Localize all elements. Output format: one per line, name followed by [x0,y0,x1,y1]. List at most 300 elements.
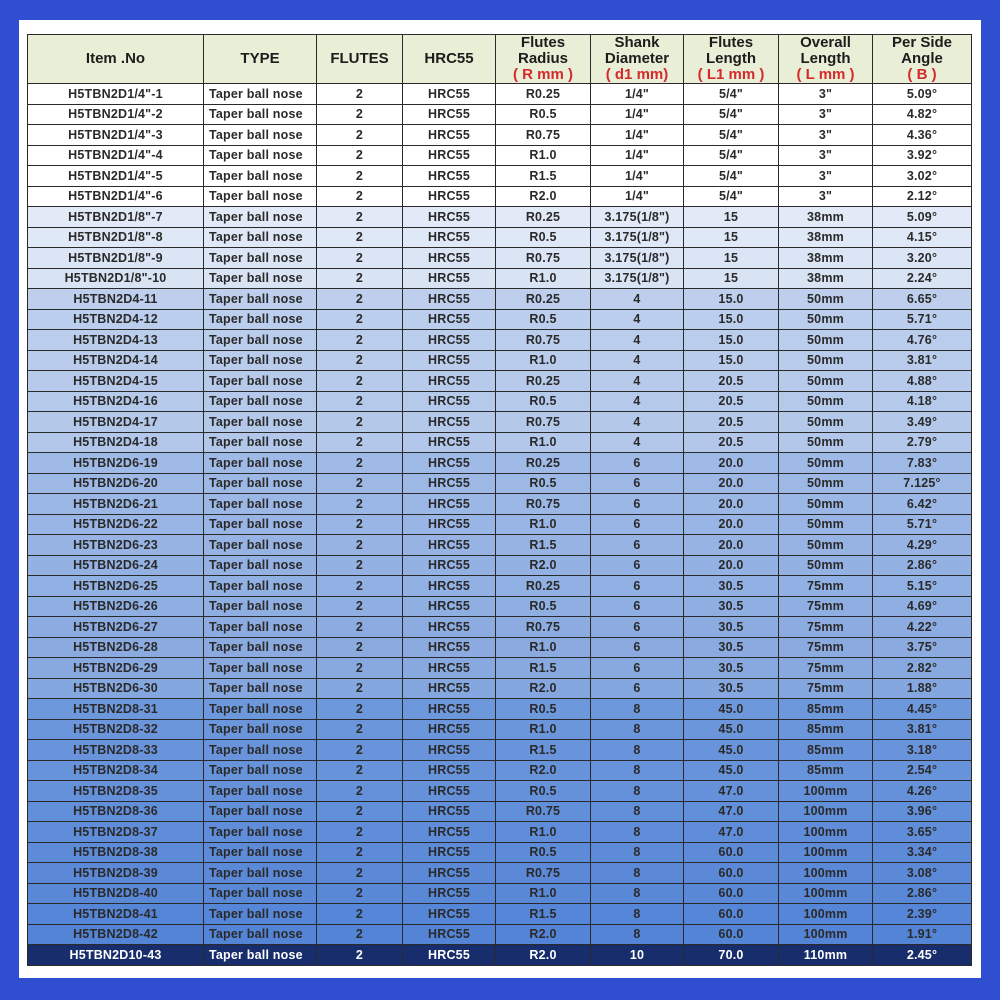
shank-cell: 4 [591,289,684,310]
flutes-cell: 2 [317,207,403,228]
table-row [28,125,972,146]
overall-length-cell: 50mm [779,555,873,576]
shank-cell: 6 [591,555,684,576]
radius-cell: R0.75 [496,617,591,638]
flutes-cell: 2 [317,391,403,412]
shank-cell: 6 [591,678,684,699]
flute-length-cell: 20.5 [684,391,779,412]
flutes-cell: 2 [317,84,403,105]
flute-length-cell: 15 [684,248,779,269]
header-text: Flutes [708,34,754,51]
angle-cell: 3.92° [873,145,972,166]
header-overall-length [779,35,873,84]
flutes-cell: 2 [317,125,403,146]
item-no-cell: H5TBN2D4-11 [28,289,204,310]
radius-cell: R0.5 [496,842,591,863]
shank-cell: 8 [591,842,684,863]
table-row [28,760,972,781]
flutes-cell: 2 [317,289,403,310]
overall-length-cell: 50mm [779,350,873,371]
hrc-cell: HRC55 [403,432,496,453]
flutes-cell: 2 [317,822,403,843]
shank-cell: 6 [591,494,684,515]
hrc-cell: HRC55 [403,719,496,740]
radius-cell: R0.25 [496,453,591,474]
table-row [28,412,972,433]
type-cell: Taper ball nose [204,350,317,371]
flutes-cell: 2 [317,945,403,966]
flute-length-cell: 15.0 [684,350,779,371]
flutes-cell: 2 [317,617,403,638]
overall-length-cell: 3" [779,186,873,207]
angle-cell: 6.42° [873,494,972,515]
flutes-cell: 2 [317,268,403,289]
radius-cell: R1.5 [496,658,591,679]
hrc-cell: HRC55 [403,104,496,125]
flute-length-cell: 45.0 [684,699,779,720]
table-row [28,801,972,822]
angle-cell: 7.83° [873,453,972,474]
type-cell: Taper ball nose [204,658,317,679]
flute-length-cell: 15.0 [684,289,779,310]
angle-cell: 4.26° [873,781,972,802]
item-no-cell: H5TBN2D8-32 [28,719,204,740]
item-no-cell: H5TBN2D4-17 [28,412,204,433]
angle-cell: 2.54° [873,760,972,781]
overall-length-cell: 3" [779,145,873,166]
overall-length-cell: 50mm [779,432,873,453]
hrc-cell: HRC55 [403,555,496,576]
radius-cell: R0.75 [496,494,591,515]
angle-cell: 5.09° [873,84,972,105]
radius-cell: R1.0 [496,719,591,740]
angle-cell: 4.69° [873,596,972,617]
hrc-cell: HRC55 [403,453,496,474]
item-no-cell: H5TBN2D6-21 [28,494,204,515]
item-no-cell: H5TBN2D8-33 [28,740,204,761]
radius-cell: R2.0 [496,555,591,576]
shank-cell: 8 [591,904,684,925]
flutes-cell: 2 [317,678,403,699]
hrc-cell: HRC55 [403,350,496,371]
table-row [28,104,972,125]
table-row [28,678,972,699]
header-unit: ( B ) [907,66,937,83]
flute-length-cell: 20.5 [684,371,779,392]
type-cell: Taper ball nose [204,617,317,638]
angle-cell: 3.81° [873,350,972,371]
angle-cell: 2.39° [873,904,972,925]
radius-cell: R2.0 [496,924,591,945]
table-row [28,350,972,371]
header-hrc: HRC55 [403,35,496,84]
hrc-cell: HRC55 [403,289,496,310]
angle-cell: 4.76° [873,330,972,351]
type-cell: Taper ball nose [204,207,317,228]
radius-cell: R0.75 [496,248,591,269]
overall-length-cell: 75mm [779,596,873,617]
overall-length-cell: 38mm [779,207,873,228]
radius-cell: R0.75 [496,330,591,351]
shank-cell: 6 [591,473,684,494]
header-text: Flutes [520,34,566,51]
flute-length-cell: 5/4" [684,125,779,146]
flutes-cell: 2 [317,740,403,761]
hrc-cell: HRC55 [403,904,496,925]
item-no-cell: H5TBN2D1/4"-6 [28,186,204,207]
shank-cell: 8 [591,740,684,761]
radius-cell: R2.0 [496,945,591,966]
hrc-cell: HRC55 [403,740,496,761]
overall-length-cell: 3" [779,104,873,125]
radius-cell: R0.5 [496,227,591,248]
header-text: Angle [901,50,943,67]
header-text: Per Side [891,34,953,51]
overall-length-cell: 50mm [779,330,873,351]
flutes-cell: 2 [317,863,403,884]
flute-length-cell: 5/4" [684,84,779,105]
table-row [28,740,972,761]
type-cell: Taper ball nose [204,924,317,945]
radius-cell: R0.5 [496,781,591,802]
shank-cell: 6 [591,617,684,638]
overall-length-cell: 38mm [779,268,873,289]
hrc-cell: HRC55 [403,842,496,863]
table-row [28,473,972,494]
item-no-cell: H5TBN2D1/8"-8 [28,227,204,248]
overall-length-cell: 50mm [779,412,873,433]
header-text: Shank [614,34,660,51]
flute-length-cell: 60.0 [684,863,779,884]
type-cell: Taper ball nose [204,904,317,925]
flutes-cell: 2 [317,330,403,351]
item-no-cell: H5TBN2D10-43 [28,945,204,966]
radius-cell: R0.5 [496,104,591,125]
table-row [28,535,972,556]
angle-cell: 4.18° [873,391,972,412]
radius-cell: R0.25 [496,289,591,310]
angle-cell: 3.08° [873,863,972,884]
table-row [28,166,972,187]
type-cell: Taper ball nose [204,740,317,761]
flute-length-cell: 5/4" [684,104,779,125]
table-row [28,617,972,638]
flutes-cell: 2 [317,555,403,576]
type-cell: Taper ball nose [204,391,317,412]
type-cell: Taper ball nose [204,596,317,617]
angle-cell: 2.86° [873,883,972,904]
header-unit: ( L mm ) [796,66,855,83]
flute-length-cell: 20.0 [684,473,779,494]
angle-cell: 2.86° [873,555,972,576]
shank-cell: 8 [591,801,684,822]
shank-cell: 6 [591,453,684,474]
flutes-cell: 2 [317,248,403,269]
radius-cell: R1.0 [496,268,591,289]
flute-length-cell: 30.5 [684,596,779,617]
flute-length-cell: 15 [684,207,779,228]
radius-cell: R1.0 [496,514,591,535]
type-cell: Taper ball nose [204,84,317,105]
flutes-cell: 2 [317,104,403,125]
shank-cell: 3.175(1/8") [591,227,684,248]
hrc-cell: HRC55 [403,514,496,535]
flutes-cell: 2 [317,186,403,207]
overall-length-cell: 100mm [779,924,873,945]
angle-cell: 4.22° [873,617,972,638]
angle-cell: 3.34° [873,842,972,863]
type-cell: Taper ball nose [204,576,317,597]
type-cell: Taper ball nose [204,781,317,802]
header-text: Overall [800,34,851,51]
radius-cell: R1.5 [496,166,591,187]
flutes-cell: 2 [317,924,403,945]
hrc-cell: HRC55 [403,637,496,658]
flute-length-cell: 70.0 [684,945,779,966]
flute-length-cell: 47.0 [684,822,779,843]
item-no-cell: H5TBN2D8-31 [28,699,204,720]
table-row [28,227,972,248]
shank-cell: 8 [591,719,684,740]
overall-length-cell: 85mm [779,760,873,781]
overall-length-cell: 75mm [779,678,873,699]
item-no-cell: H5TBN2D4-14 [28,350,204,371]
table-row [28,145,972,166]
header-unit: ( R mm ) [513,66,573,83]
hrc-cell: HRC55 [403,412,496,433]
angle-cell: 4.88° [873,371,972,392]
hrc-cell: HRC55 [403,617,496,638]
hrc-cell: HRC55 [403,84,496,105]
shank-cell: 8 [591,924,684,945]
hrc-cell: HRC55 [403,658,496,679]
table-row [28,924,972,945]
flute-length-cell: 20.0 [684,453,779,474]
shank-cell: 6 [591,596,684,617]
spec-table [27,34,972,966]
hrc-cell: HRC55 [403,391,496,412]
hrc-cell: HRC55 [403,678,496,699]
overall-length-cell: 100mm [779,842,873,863]
type-cell: Taper ball nose [204,883,317,904]
radius-cell: R0.75 [496,863,591,884]
angle-cell: 5.15° [873,576,972,597]
spec-sheet [19,20,981,978]
flutes-cell: 2 [317,658,403,679]
table-row [28,432,972,453]
table-row [28,186,972,207]
flutes-cell: 2 [317,412,403,433]
shank-cell: 4 [591,432,684,453]
type-cell: Taper ball nose [204,268,317,289]
hrc-cell: HRC55 [403,822,496,843]
table-row [28,555,972,576]
header-flutes-radius [496,35,591,84]
table-row [28,207,972,228]
overall-length-cell: 50mm [779,309,873,330]
flute-length-cell: 30.5 [684,637,779,658]
table-row [28,699,972,720]
flutes-cell: 2 [317,227,403,248]
item-no-cell: H5TBN2D4-12 [28,309,204,330]
table-row [28,576,972,597]
header-row [28,35,972,84]
angle-cell: 5.71° [873,309,972,330]
type-cell: Taper ball nose [204,227,317,248]
hrc-cell: HRC55 [403,473,496,494]
table-row [28,268,972,289]
angle-cell: 3.96° [873,801,972,822]
angle-cell: 4.36° [873,125,972,146]
item-no-cell: H5TBN2D6-27 [28,617,204,638]
flute-length-cell: 5/4" [684,145,779,166]
item-no-cell: H5TBN2D1/4"-3 [28,125,204,146]
hrc-cell: HRC55 [403,596,496,617]
shank-cell: 1/4" [591,125,684,146]
item-no-cell: H5TBN2D8-37 [28,822,204,843]
overall-length-cell: 50mm [779,473,873,494]
overall-length-cell: 100mm [779,904,873,925]
flute-length-cell: 60.0 [684,924,779,945]
type-cell: Taper ball nose [204,371,317,392]
shank-cell: 8 [591,781,684,802]
angle-cell: 7.125° [873,473,972,494]
type-cell: Taper ball nose [204,104,317,125]
type-cell: Taper ball nose [204,166,317,187]
table-row [28,84,972,105]
overall-length-cell: 50mm [779,391,873,412]
shank-cell: 4 [591,309,684,330]
overall-length-cell: 85mm [779,740,873,761]
item-no-cell: H5TBN2D8-36 [28,801,204,822]
angle-cell: 2.24° [873,268,972,289]
hrc-cell: HRC55 [403,535,496,556]
table-row [28,945,972,966]
item-no-cell: H5TBN2D4-16 [28,391,204,412]
shank-cell: 1/4" [591,104,684,125]
flutes-cell: 2 [317,145,403,166]
item-no-cell: H5TBN2D6-26 [28,596,204,617]
hrc-cell: HRC55 [403,781,496,802]
item-no-cell: H5TBN2D1/8"-10 [28,268,204,289]
radius-cell: R1.5 [496,740,591,761]
hrc-cell: HRC55 [403,145,496,166]
overall-length-cell: 3" [779,166,873,187]
type-cell: Taper ball nose [204,473,317,494]
flutes-cell: 2 [317,904,403,925]
flute-length-cell: 47.0 [684,801,779,822]
type-cell: Taper ball nose [204,842,317,863]
flute-length-cell: 5/4" [684,186,779,207]
item-no-cell: H5TBN2D1/4"-2 [28,104,204,125]
hrc-cell: HRC55 [403,924,496,945]
flutes-cell: 2 [317,842,403,863]
shank-cell: 4 [591,350,684,371]
item-no-cell: H5TBN2D8-38 [28,842,204,863]
overall-length-cell: 75mm [779,617,873,638]
hrc-cell: HRC55 [403,863,496,884]
shank-cell: 6 [591,535,684,556]
item-no-cell: H5TBN2D6-20 [28,473,204,494]
flute-length-cell: 30.5 [684,617,779,638]
table-row [28,289,972,310]
angle-cell: 4.29° [873,535,972,556]
type-cell: Taper ball nose [204,801,317,822]
table-row [28,658,972,679]
item-no-cell: H5TBN2D8-41 [28,904,204,925]
shank-cell: 4 [591,412,684,433]
table-row [28,494,972,515]
hrc-cell: HRC55 [403,186,496,207]
table-row [28,863,972,884]
flute-length-cell: 30.5 [684,576,779,597]
table-row [28,637,972,658]
table-row [28,514,972,535]
flute-length-cell: 30.5 [684,678,779,699]
item-no-cell: H5TBN2D6-30 [28,678,204,699]
flute-length-cell: 20.0 [684,494,779,515]
item-no-cell: H5TBN2D4-18 [28,432,204,453]
type-cell: Taper ball nose [204,494,317,515]
angle-cell: 3.65° [873,822,972,843]
radius-cell: R2.0 [496,186,591,207]
flutes-cell: 2 [317,350,403,371]
hrc-cell: HRC55 [403,248,496,269]
radius-cell: R1.0 [496,432,591,453]
overall-length-cell: 50mm [779,371,873,392]
flutes-cell: 2 [317,453,403,474]
table-body [28,84,972,966]
hrc-cell: HRC55 [403,125,496,146]
hrc-cell: HRC55 [403,227,496,248]
type-cell: Taper ball nose [204,309,317,330]
table-row [28,883,972,904]
table-row [28,781,972,802]
type-cell: Taper ball nose [204,822,317,843]
hrc-cell: HRC55 [403,330,496,351]
flute-length-cell: 15.0 [684,309,779,330]
shank-cell: 8 [591,699,684,720]
hrc-cell: HRC55 [403,576,496,597]
type-cell: Taper ball nose [204,535,317,556]
radius-cell: R1.0 [496,637,591,658]
flute-length-cell: 60.0 [684,904,779,925]
flute-length-cell: 20.0 [684,535,779,556]
header-unit: ( d1 mm) [605,66,669,83]
shank-cell: 6 [591,576,684,597]
flutes-cell: 2 [317,494,403,515]
header-item-no: Item .No [28,35,204,84]
flute-length-cell: 15.0 [684,330,779,351]
shank-cell: 8 [591,822,684,843]
angle-cell: 2.12° [873,186,972,207]
flute-length-cell: 60.0 [684,883,779,904]
radius-cell: R0.5 [496,699,591,720]
shank-cell: 1/4" [591,84,684,105]
overall-length-cell: 110mm [779,945,873,966]
flutes-cell: 2 [317,432,403,453]
hrc-cell: HRC55 [403,760,496,781]
flutes-cell: 2 [317,637,403,658]
flutes-cell: 2 [317,596,403,617]
overall-length-cell: 75mm [779,658,873,679]
overall-length-cell: 100mm [779,781,873,802]
item-no-cell: H5TBN2D6-22 [28,514,204,535]
header-unit: ( L1 mm ) [697,66,765,83]
type-cell: Taper ball nose [204,637,317,658]
overall-length-cell: 100mm [779,863,873,884]
table-row [28,453,972,474]
